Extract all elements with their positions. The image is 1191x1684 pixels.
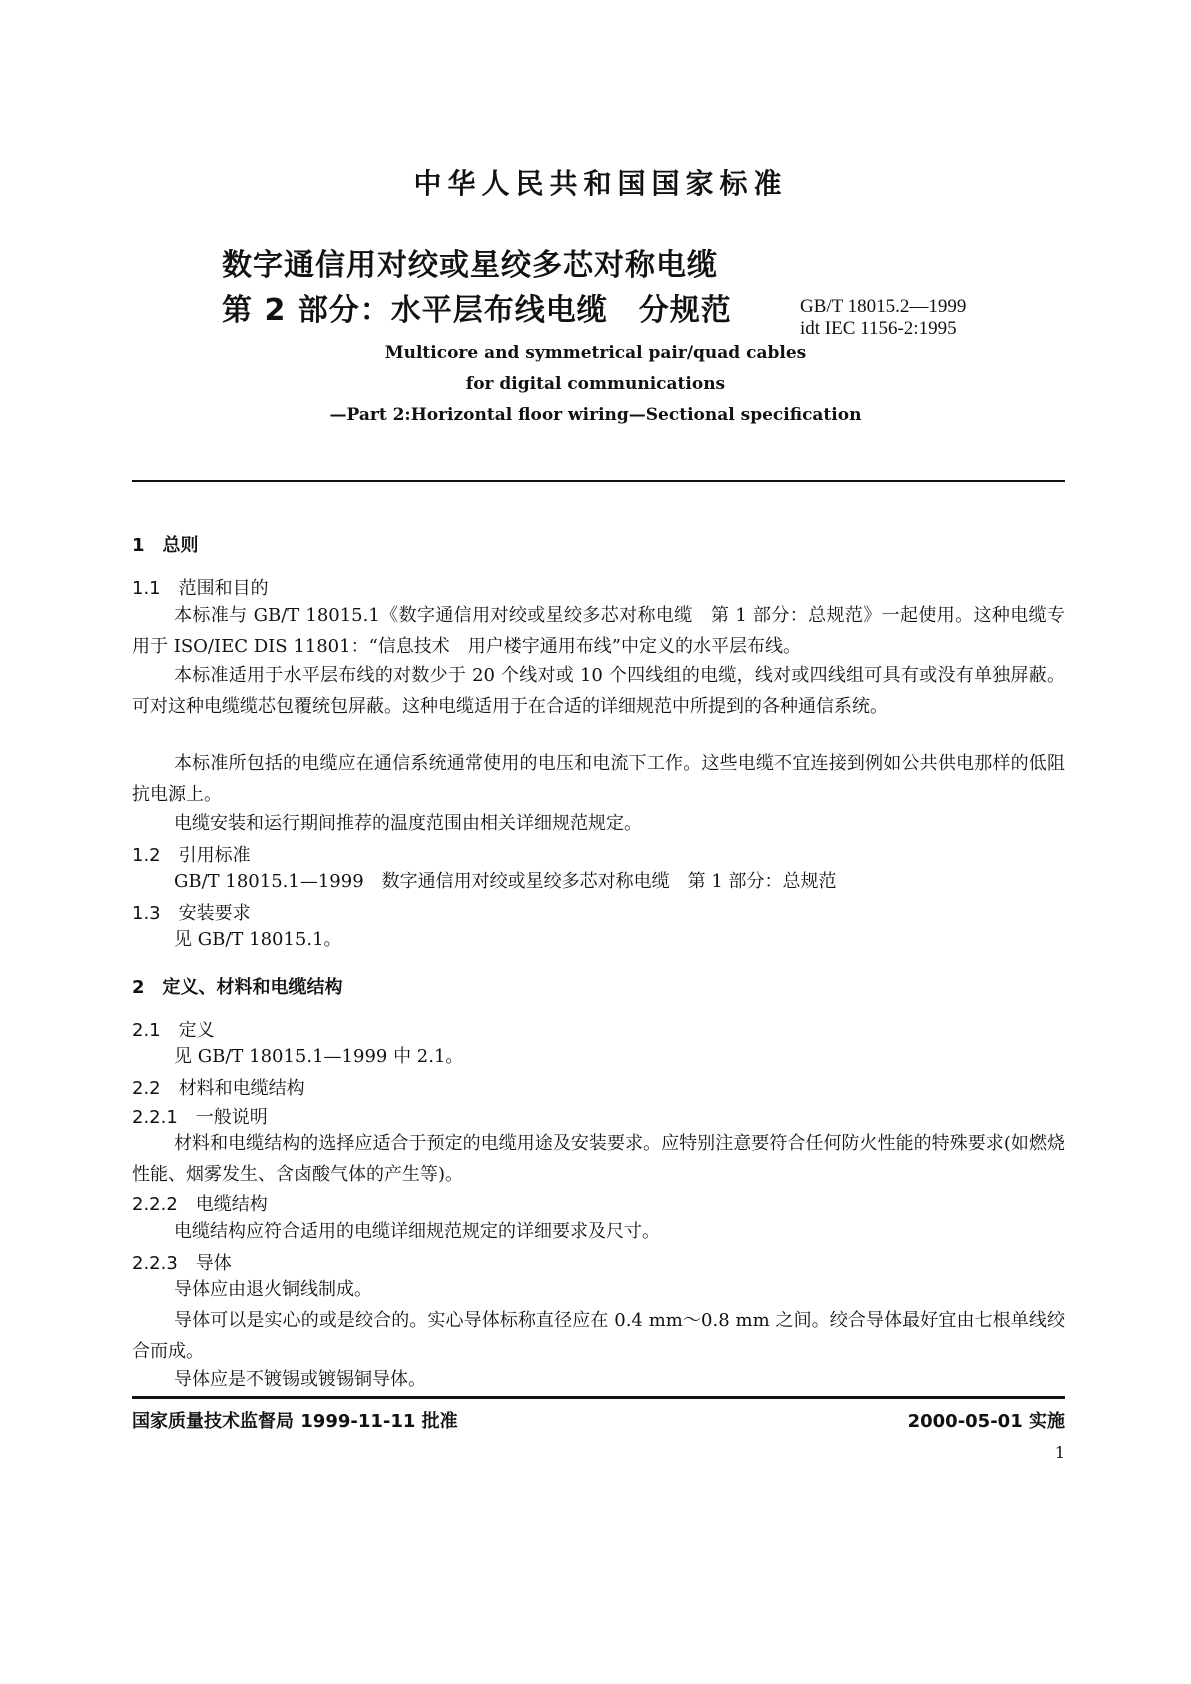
section-2-2-1-paragraph: 材料和电缆结构的选择应适合于预定的电缆用途及安装要求。应特别注意要符合任何防火性能的特殊要求(如燃烧性能、烟雾发生、含卤酸气体的产生等)。 — [132, 1133, 1065, 1185]
section-1-heading: 1 总则 — [132, 535, 199, 556]
national-standard-heading: 中华人民共和国国家标准 — [413, 167, 788, 200]
title-cn-line1: 数字通信用对绞或星绞多芯对称电缆 — [222, 248, 718, 283]
standard-number: GB/T 18015.2—1999 — [800, 296, 967, 317]
equivalence-note: idt IEC 1156-2:1995 — [800, 318, 957, 339]
section-1-1-paragraph-2: 本标准适用于水平层布线的对数少于 20 个线对或 10 个四线组的电缆，线对或四线组可具有或没有单独屏蔽。可对这种电缆缆芯包覆统包屏蔽。这种电缆适用于在合适的详细规范中所提到的各种通信系统。 — [132, 665, 1065, 717]
title-en-line2: for digital communications — [465, 374, 726, 394]
section-2-2-heading: 2.2 材料和电缆结构 — [132, 1078, 305, 1099]
implementation-date: 2000-05-01 实施 — [907, 1411, 1065, 1432]
section-2-2-2-heading: 2.2.2 电缆结构 — [132, 1194, 268, 1215]
section-1-2-heading: 1.2 引用标准 — [132, 845, 251, 866]
title-en-line1: Multicore and symmetrical pair/quad cables — [384, 343, 807, 363]
section-2-2-3-paragraph-1: 导体应由退火铜线制成。 — [174, 1279, 372, 1300]
section-1-1-paragraph-3: 本标准所包括的电缆应在通信系统通常使用的电压和电流下工作。这些电缆不宜连接到例如公共供电那样的低阻抗电源上。 — [132, 753, 1065, 805]
title-cn-line2: 第 2 部分：水平层布线电缆 分规范 — [222, 293, 732, 328]
section-2-2-1-heading: 2.2.1 一般说明 — [132, 1107, 268, 1128]
title-en-line3: —Part 2:Horizontal floor wiring—Sectional specification — [329, 405, 862, 425]
section-2-heading: 2 定义、材料和电缆结构 — [132, 977, 343, 998]
section-1-2-reference: GB/T 18015.1—1999 数字通信用对绞或星绞多芯对称电缆 第 1 部分：总规范 — [174, 871, 837, 892]
section-2-2-3-heading: 2.2.3 导体 — [132, 1253, 232, 1274]
section-2-2-2-paragraph: 电缆结构应符合适用的电缆详细规范规定的详细要求及尺寸。 — [174, 1221, 660, 1242]
section-1-3-paragraph: 见 GB/T 18015.1。 — [174, 929, 342, 950]
header-divider — [132, 480, 1065, 482]
section-2-2-3-paragraph-2: 导体可以是实心的或是绞合的。实心导体标称直径应在 0.4 mm～0.8 mm 之间。绞合导体最好宜由七根单线绞合而成。 — [132, 1310, 1065, 1362]
section-2-2-3-paragraph-3: 导体应是不镀锡或镀锡铜导体。 — [174, 1369, 426, 1390]
footer-divider — [132, 1396, 1065, 1399]
page-number: 1 — [1054, 1443, 1065, 1462]
approval-date: 国家质量技术监督局 1999-11-11 批准 — [132, 1411, 458, 1432]
section-2-1-heading: 2.1 定义 — [132, 1020, 215, 1041]
section-1-1-paragraph-1: 本标准与 GB/T 18015.1《数字通信用对绞或星绞多芯对称电缆 第 1 部分：总规范》一起使用。这种电缆专用于 ISO/IEC DIS 11801：“信息技术 用户楼宇通用布线”中定义的水平层布线。 — [132, 605, 1065, 657]
section-1-1-heading: 1.1 范围和目的 — [132, 578, 269, 599]
section-2-1-paragraph: 见 GB/T 18015.1—1999 中 2.1。 — [174, 1046, 464, 1067]
section-1-1-paragraph-4: 电缆安装和运行期间推荐的温度范围由相关详细规范规定。 — [174, 813, 642, 834]
section-1-3-heading: 1.3 安装要求 — [132, 903, 251, 924]
